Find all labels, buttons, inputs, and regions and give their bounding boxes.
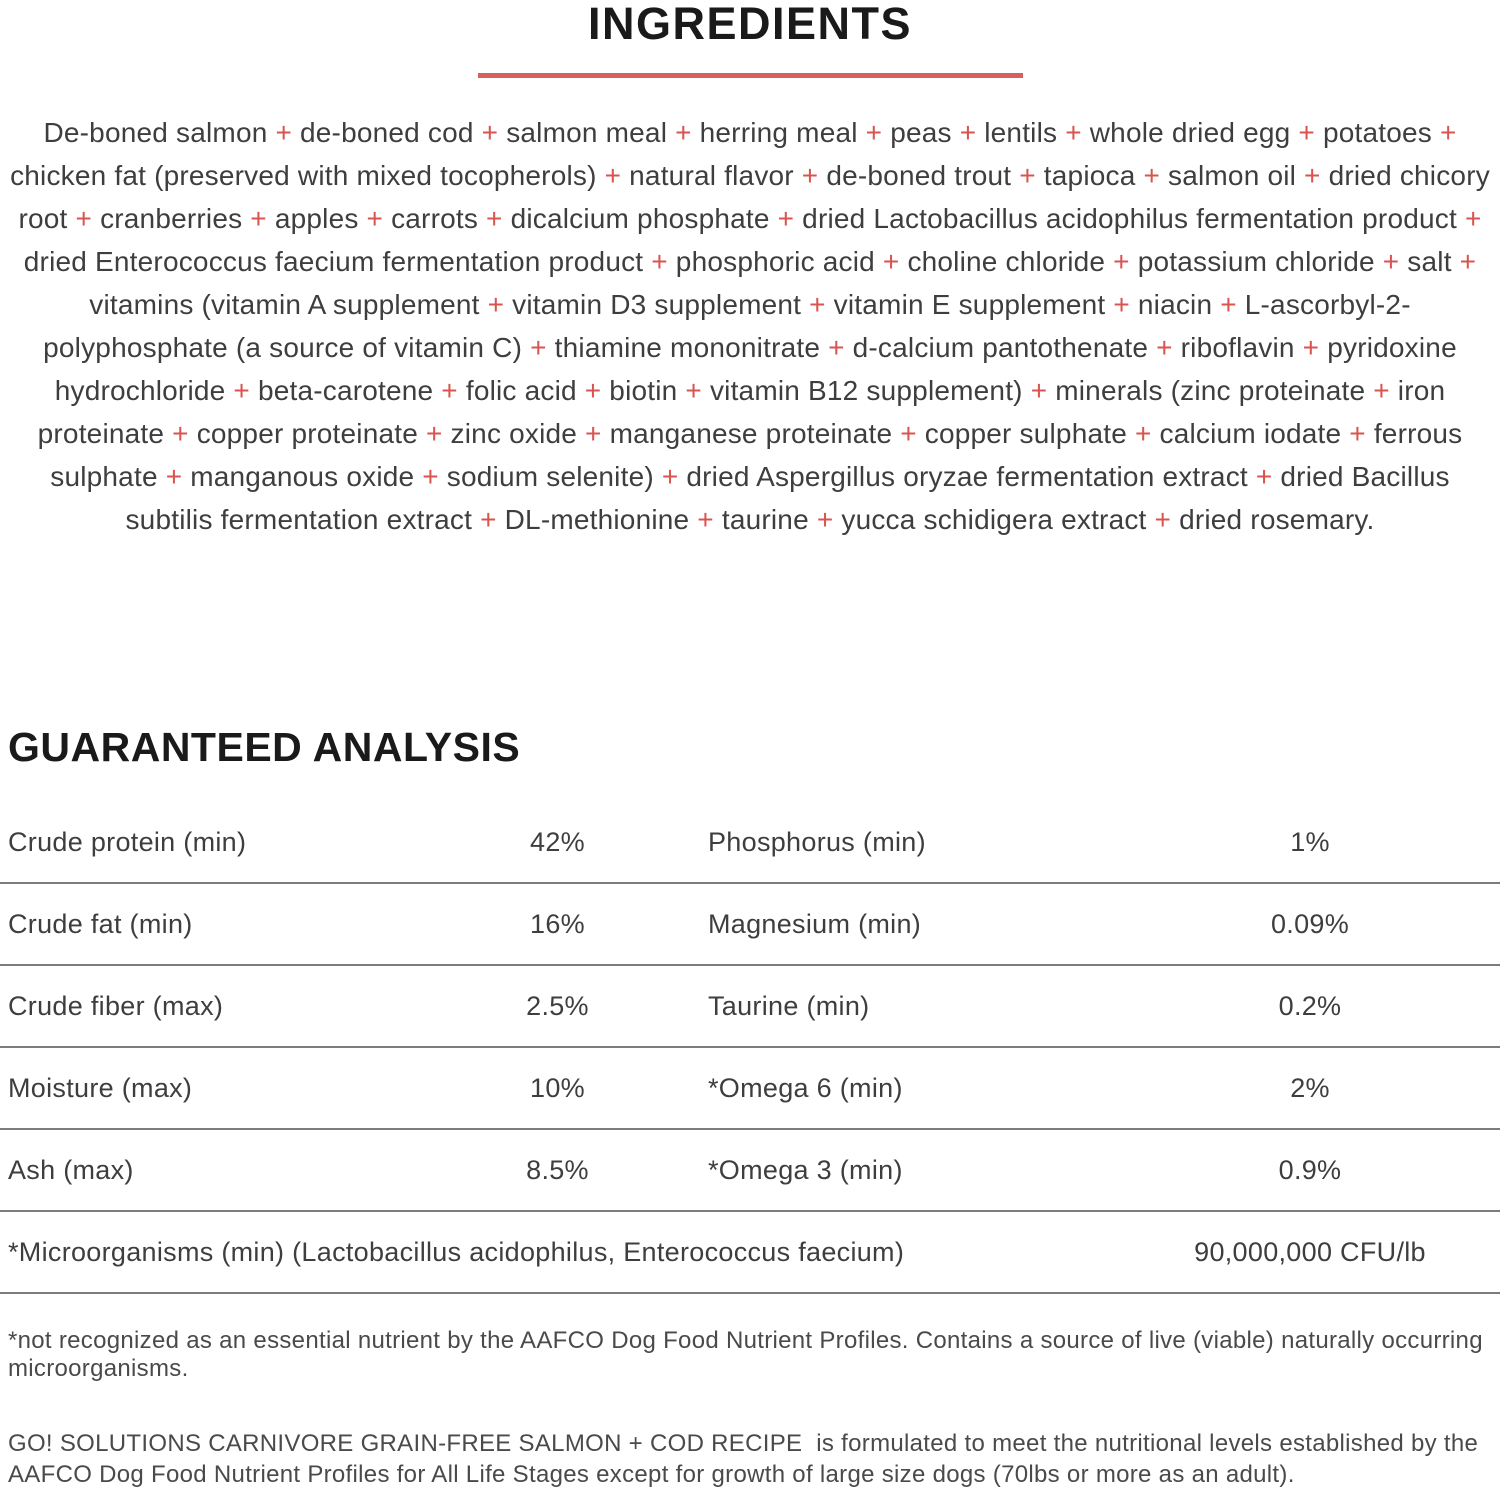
plus-separator: + xyxy=(473,117,507,148)
plus-separator: + xyxy=(1146,504,1180,535)
nutrient-value: 0.9% xyxy=(1278,1154,1342,1185)
microorganisms-row xyxy=(0,1212,1500,1294)
guaranteed-analysis-section xyxy=(0,541,1500,1490)
ingredients-section xyxy=(0,0,1500,541)
title-underline-rule xyxy=(478,73,1023,78)
plus-separator: + xyxy=(1456,203,1482,234)
plus-separator: + xyxy=(667,117,700,148)
nutrient-value: 2.5% xyxy=(526,990,589,1021)
plus-separator: + xyxy=(808,504,842,535)
nutrient-label: Crude protein (min) xyxy=(8,826,247,857)
nutrient-value: 8.5% xyxy=(526,1154,589,1185)
analysis-row xyxy=(0,966,1500,1048)
plus-separator: + xyxy=(522,332,555,363)
plus-separator: + xyxy=(769,203,803,234)
plus-separator: + xyxy=(478,203,511,234)
plus-separator: + xyxy=(576,375,610,406)
plus-separator: + xyxy=(1365,375,1398,406)
nutrient-label: Taurine (min) xyxy=(708,990,870,1021)
plus-separator: + xyxy=(1135,160,1169,191)
plus-separator: + xyxy=(1247,461,1281,492)
plus-separator: + xyxy=(689,504,722,535)
plus-separator: + xyxy=(358,203,392,234)
plus-separator: + xyxy=(1374,246,1408,277)
nutrient-value: 42% xyxy=(530,826,585,857)
plus-separator: + xyxy=(793,160,827,191)
guaranteed-analysis-table xyxy=(0,802,1500,1294)
plus-separator: + xyxy=(1127,418,1160,449)
plus-separator: + xyxy=(577,418,610,449)
nutrient-value: 0.09% xyxy=(1270,908,1350,939)
ingredients-list: De-boned salmon + de-boned cod + salmon meal + herring meal + peas + lentils + whole dried egg + potatoes + chicken fat (preserved with mixed tocopherols) + natural flavor + de-boned trout + tapioca + salmon oil + dried chicory root + cranberries + apples + carrots + dicalcium phosphate + dried Lactobacillus acidophilus fermentation product + dried Enterococcus faecium fermentation product + phosphoric acid + choline chloride + potassium chloride + salt + vitamins (vitamin A supplement + vitamin D3 supplement + vitamin E supplement + niacin + L-ascorbyl-2-polyphosphate (a source of vitamin C) + thiamine mononitrate + d-calcium pantothenate + riboflavin + pyridoxine hydrochloride + beta-carotene + folic acid + biotin + vitamin B12 supplement) + minerals (zinc proteinate + iron proteinate + copper proteinate + zinc oxide + manganese proteinate + copper sulphate + calcium iodate + ferrous sulphate + manganous oxide + sodium selenite) + dried Aspergillus oryzae fermentation extract + dried Bacillus subtilis fermentation extract + DL-methionine + taurine + yucca schidigera extract + dried rosemary. xyxy=(10,117,1490,535)
plus-separator: + xyxy=(225,375,258,406)
plus-separator: + xyxy=(67,203,101,234)
plus-separator: + xyxy=(1105,289,1138,320)
nutrient-value: 2% xyxy=(1290,1072,1330,1103)
plus-separator: + xyxy=(414,461,447,492)
plus-separator: + xyxy=(1451,246,1477,277)
nutrient-label: Phosphorus (min) xyxy=(708,826,926,857)
nutrient-label: *Omega 6 (min) xyxy=(708,1072,903,1103)
nutrient-label: Crude fiber (max) xyxy=(8,990,224,1021)
plus-separator: + xyxy=(1105,246,1138,277)
plus-separator: + xyxy=(433,375,466,406)
plus-separator: + xyxy=(874,246,908,277)
plus-separator: + xyxy=(1057,117,1090,148)
nutrient-value: 16% xyxy=(530,908,585,939)
nutrient-value: 1% xyxy=(1290,826,1330,857)
plus-separator: + xyxy=(1212,289,1245,320)
plus-separator: + xyxy=(479,289,513,320)
plus-separator: + xyxy=(1022,375,1056,406)
plus-separator: + xyxy=(1296,160,1329,191)
plus-separator: + xyxy=(1294,332,1328,363)
plus-separator: + xyxy=(472,504,505,535)
plus-separator: + xyxy=(157,461,191,492)
plus-separator: + xyxy=(267,117,301,148)
microorganisms-value: 90,000,000 CFU/lb xyxy=(1194,1236,1426,1267)
analysis-row xyxy=(0,802,1500,884)
plus-separator: + xyxy=(596,160,630,191)
plus-separator: + xyxy=(820,332,853,363)
plus-separator: + xyxy=(164,418,197,449)
nutrient-value: 0.2% xyxy=(1278,990,1342,1021)
nutrient-label: *Omega 3 (min) xyxy=(708,1154,903,1185)
nutrient-label: Magnesium (min) xyxy=(708,908,922,939)
nutrient-label: Moisture (max) xyxy=(8,1072,193,1103)
plus-separator: + xyxy=(1148,332,1181,363)
plus-separator: + xyxy=(653,461,687,492)
plus-separator: + xyxy=(951,117,985,148)
plus-separator: + xyxy=(677,375,710,406)
microorganisms-label: *Microorganisms (min) (Lactobacillus acidophilus, Enterococcus faecium) xyxy=(8,1236,905,1267)
nutrient-label: Crude fat (min) xyxy=(8,908,193,939)
plus-separator: + xyxy=(242,203,275,234)
nutrient-value: 10% xyxy=(530,1072,585,1103)
plus-separator: + xyxy=(801,289,834,320)
plus-separator: + xyxy=(857,117,891,148)
ingredients-title: INGREDIENTS xyxy=(587,0,913,49)
guaranteed-analysis-title: GUARANTEED ANALYSIS xyxy=(8,724,521,770)
plus-separator: + xyxy=(643,246,676,277)
plus-separator: + xyxy=(1432,117,1457,148)
plus-separator: + xyxy=(1341,418,1374,449)
analysis-row xyxy=(0,884,1500,966)
analysis-footnote: *not recognized as an essential nutrient by the AAFCO Dog Food Nutrient Profiles. Contains a source of live (viable) naturally occurring microorganisms. xyxy=(8,1327,1483,1382)
formulation-note: GO! SOLUTIONS CARNIVORE GRAIN-FREE SALMON + COD RECIPE is formulated to meet the nutritional levels established by the AAFCO Dog Food Nutrient Profiles for All Life Stages except for growth of large size dogs (70lbs or more as an adult). xyxy=(8,1430,1484,1488)
plus-separator: + xyxy=(1011,160,1044,191)
plus-separator: + xyxy=(418,418,451,449)
plus-separator: + xyxy=(892,418,925,449)
plus-separator: + xyxy=(1290,117,1323,148)
analysis-row xyxy=(0,1130,1500,1212)
analysis-row xyxy=(0,1048,1500,1130)
nutrient-label: Ash (max) xyxy=(8,1154,134,1185)
